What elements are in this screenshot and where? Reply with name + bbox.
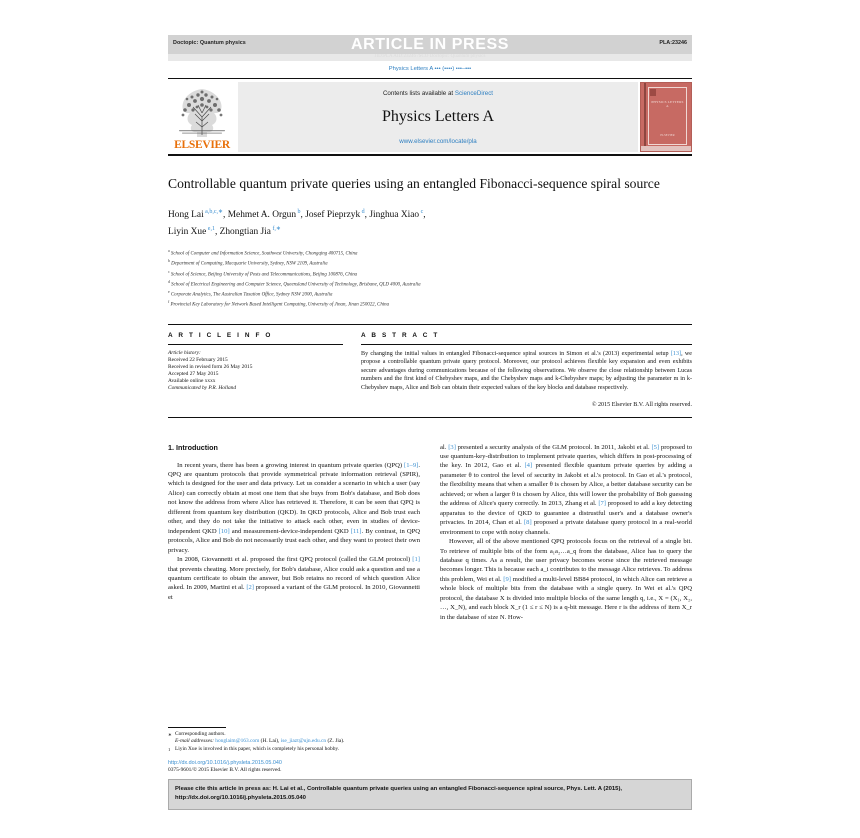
- paragraph: [168, 461, 420, 556]
- affiliation-item: [168, 269, 692, 279]
- affiliation-text: School of Electrical Engineering and Computer Science, Queensland University of Technology, Brisbane, QLD 4000, Australia: [171, 282, 421, 288]
- cite-this-article-box: [168, 779, 692, 810]
- email-link-2[interactable]: ise_jiazt@ujn.edu.cn: [280, 738, 327, 745]
- title-block: [168, 156, 692, 310]
- history-available-online: Available online xxxx: [168, 378, 216, 385]
- paragraph-text: al.: [440, 443, 449, 451]
- citation-ref[interactable]: [7]: [598, 500, 607, 508]
- article-code: PLA:23246: [659, 40, 687, 46]
- affiliation-text: School of Computer and Information Science, Southwest University, Chongqing 400715, China: [170, 251, 358, 257]
- cite-line-1: Please cite this article in press as: H. Lai et al., Controllable quantum private queries using an entangled Fibonacci-sequence spiral source, Phys. Lett. A (2015),: [175, 786, 623, 792]
- citation-ref[interactable]: [11]: [350, 527, 362, 535]
- affiliation-text: School of Science, Beijing University of Posts and Telecommunications, Beijing 100876, China: [170, 272, 358, 278]
- author-affil-marks: b: [296, 209, 301, 215]
- footnote-corresponding-text: Corresponding authors.: [175, 730, 226, 737]
- paragraph-text: In recent years, there has been a growing interest in quantum private queries (QPQ): [177, 461, 405, 469]
- citation-ref[interactable]: [3]: [448, 443, 456, 451]
- affiliation-item: [168, 258, 692, 268]
- paragraph: [440, 537, 692, 622]
- history-accepted: Accepted 27 May 2015: [168, 370, 219, 377]
- paragraph-text: . By contrast, in QPQ protocols, Alice and Bob do not necessarily trust each other, and they want to protect their own privacy.: [168, 527, 421, 554]
- citation-ref[interactable]: [10]: [218, 527, 230, 535]
- doctopic-label: Doctopic: Quantum physics: [173, 40, 246, 46]
- affiliation-text: Provincial Key Laboratory for Network Based Intelligent Computing, University of Jinan, Jinan 250022, China: [170, 302, 390, 308]
- affiliation-mark: e: [168, 290, 170, 295]
- page-title: Controllable quantum private queries using an entangled Fibonacci-sequence spiral source: [168, 176, 660, 191]
- section-heading-introduction: 1. Introduction: [168, 442, 218, 452]
- journal-band: [238, 82, 638, 152]
- cover-publisher-text: ELSEVIER: [660, 133, 675, 137]
- paragraph-text: presented a security analysis of the GLM protocol. In 2011, Jakobi et al.: [455, 443, 652, 451]
- paragraph-text: . QPQ are quantum protocols that provide symmetrical private information retrieval (SPIR), which is designed for the user and data privacy. Let us consider a scenario in which a user (say Alice) can correctly obtain at most one item that she buys from Bob's database, and Bob does not know the address from where Alice has retrieved it. Therefore, it can be seen that QPQ is different from quantum key distribution (QKD). In QKD protocols, Alice and Bob trust each other, and they do not take the initiative to attack each other, even in studies of device-independent QKD: [168, 461, 420, 535]
- footnote-note-1-text: Liyin Xue is involved in this paper, which is completely his personal hobby.: [175, 745, 340, 752]
- article-history-label: Article history:: [168, 349, 201, 356]
- copyright-line: © 2015 Elsevier B.V. All rights reserved.: [591, 401, 692, 408]
- author-list: [168, 205, 692, 239]
- citation-ref[interactable]: [5]: [651, 443, 660, 451]
- email-label: E-mail addresses:: [175, 738, 214, 745]
- affiliation-item: [168, 248, 692, 258]
- affiliation-mark: d: [168, 279, 170, 284]
- cover-spine: [644, 83, 646, 151]
- cover-badge-icon: [650, 89, 656, 96]
- issn-copyright-line: 0375-9601/© 2015 Elsevier B.V. All rights reserved.: [168, 766, 282, 773]
- citation-ref[interactable]: [4]: [524, 462, 533, 470]
- abstract-text: [361, 350, 692, 393]
- citation-ref[interactable]: [9]: [503, 575, 511, 583]
- author-affil-marks: c: [419, 209, 424, 215]
- affiliation-item: [168, 289, 692, 299]
- email-owner-1: (H. Lai),: [260, 738, 280, 745]
- cover-footer-band: [641, 146, 691, 151]
- affiliation-mark: c: [168, 269, 170, 274]
- paragraph-text: presented flexible quantum private queries by adding a parameter θ to control the level of security in Jakobi et al.'s protocol. In Gao et al.'s protocol, the flexibility means that when a smaller θ is chosen by Alice, a better database security can be achieved; or when a larger θ is chosen by Alice, this will lower the probability of Bob guessing the address of Alice's query correctly. In 2013, Zhang et al.: [440, 462, 692, 508]
- ghost-metadata-line: JID:PLA AID:23246 /SCO Doctopic: Quantum physics: [168, 54, 692, 61]
- right-column: [440, 443, 692, 773]
- asterisk-icon: ∗: [168, 731, 172, 737]
- footnote-note-1: [168, 746, 420, 754]
- footnote-block: [168, 727, 420, 773]
- journal-url-link[interactable]: www.elsevier.com/locate/pla: [399, 137, 477, 145]
- divider: [168, 344, 343, 345]
- citation-ref[interactable]: [8]: [523, 519, 532, 527]
- affiliation-text: Corporate Analytics, The Australian Taxation Office, Sydney NSW 2000, Australia: [170, 292, 333, 298]
- abstract-column: [361, 332, 692, 408]
- history-received: Received 22 February 2015: [168, 356, 228, 363]
- email-link-1[interactable]: honglaim@163.com: [215, 738, 260, 745]
- paragraph-text: modified a multi-level BB84 protocol, in which Alice can retrieve a whole block of multiple bits from the database with a single query. In Wei et al.'s QPQ protocol, the database X is divided into multiple blocks of the same length q, i.e., X = (X₁, X₂, …, X_N), and each block X_r (1 ≤ r ≤ N) is a q-bit message. Here r is the address of item X_r in the database of size N. How-: [440, 575, 692, 621]
- paragraph-text: In 2008, Giovannetti et al. proposed the first QPQ protocol (called the GLM protocol): [177, 556, 413, 564]
- abstract-citation-ref[interactable]: [13]: [670, 350, 682, 357]
- author-line-1: Hong Lai $^{a,b,c,∗}$, Mehmet A. Orgun $^b$, Josef Pieprzyk $^d$, Jinghua Xiao $^c$,: [168, 209, 426, 221]
- body-columns: [168, 443, 692, 773]
- journal-masthead: [168, 78, 692, 156]
- affiliation-mark: b: [168, 259, 170, 264]
- author-affil-marks: f,∗: [270, 226, 281, 233]
- paragraph-text: proposed a variant of the GLM protocol. In 2010, Giovannetti et: [168, 584, 420, 601]
- affiliation-mark: f: [168, 300, 170, 305]
- paragraph-text: proposed to add a key detecting apparatus to the device of QKD to guarantee a distrustful user's and a database owner's privacies. In 2014, Chan et al.: [440, 500, 692, 527]
- paragraph-text: and measurement-device-independent QKD: [229, 527, 351, 535]
- journal-cover-thumbnail[interactable]: [640, 82, 692, 152]
- running-head: [168, 35, 692, 54]
- paragraph-text: However, all of the above mentioned QPQ protocols focus on the retrieval of a single bit. To retrieve of multiple bits of the form a₁a₂…a_q from the database, Alice has to query the database q times. As a result, the user privacy becomes worse since the retrieved message becomes longer. This is because each a_i contributes to the message Alice retrieves. To address this problem, Wei et al.: [440, 538, 692, 583]
- affiliation-list: [168, 248, 692, 309]
- paragraph-text: proposed to use quantum-key-distribution to implement private queries, which differs in post-processing of the key. In 2012, Gao et al.: [440, 443, 693, 470]
- article-in-press-banner: ARTICLE IN PRESS: [350, 36, 510, 53]
- affiliation-mark: a: [168, 249, 170, 254]
- author-affil-marks: e,1: [206, 226, 215, 233]
- author-affil-marks: a,b,c,∗: [203, 209, 224, 215]
- affiliation-text: Department of Computing, Macquarie University, Sydney, NSW 2109, Australia: [171, 262, 328, 268]
- paragraph: [168, 555, 420, 602]
- author-line-2: Liyin Xue $^{e,1}$, Zhongtian Jia $^{f,∗}$: [168, 226, 281, 238]
- author-affil-marks: d: [360, 209, 365, 215]
- journal-reference-line[interactable]: Physics Letters A ••• (••••) •••–•••: [388, 66, 472, 72]
- paragraph-text: proposed a private database query protocol in a real-world environment to cope with noisy channels.: [440, 519, 692, 536]
- doi-link[interactable]: http://dx.doi.org/10.1016/j.physleta.2015.05.040: [168, 759, 282, 766]
- elsevier-logo: [168, 82, 236, 152]
- communicated-by: Communicated by P.R. Holland: [168, 385, 237, 392]
- sciencedirect-link[interactable]: ScienceDirect: [454, 89, 494, 97]
- article-info-column: [168, 332, 343, 408]
- cite-line-2[interactable]: http://dx.doi.org/10.1016/j.physleta.2015.05.040: [175, 795, 306, 801]
- history-revised: Received in revised form 26 May 2015: [168, 363, 253, 370]
- article-info-heading: A R T I C L E I N F O: [168, 331, 273, 339]
- footnote-corresponding: [168, 731, 420, 746]
- footnote-divider: [168, 727, 226, 728]
- contents-available-line: [383, 88, 493, 97]
- footnote-mark: 1: [168, 746, 171, 752]
- affiliation-item: [168, 279, 692, 289]
- paragraph: [440, 443, 692, 538]
- elsevier-tree-icon: [171, 87, 233, 140]
- info-abstract-block: [168, 324, 692, 418]
- footnote-emails: [175, 738, 420, 746]
- paragraph-text: that prevents cheating. More precisely, for Bob's database, Alice could ask a question and use a quantum certificate to obtain the answer, but Bob retains no record of which question Alice asked. In 2009, Martini et al.: [168, 565, 420, 592]
- abstract-part-1: By changing the initial values in entangled Fibonacci-sequence spiral sources in Simon et al.'s (2013) experimental setup: [361, 350, 671, 357]
- journal-title: Physics Letters A: [382, 107, 494, 125]
- abstract-heading: A B S T R A C T: [361, 331, 440, 339]
- email-owner-2: (Z. Jia).: [327, 738, 345, 745]
- elsevier-wordmark: ELSEVIER: [174, 139, 230, 151]
- citation-ref[interactable]: [2]: [246, 584, 255, 592]
- affiliation-item: [168, 299, 692, 309]
- abstract-part-2: , we propose a controllable quantum private query protocol. Moreover, our protocol achieves flexible key expansion and even exhibits secure advantages during communications because of the following observations. We observe the close relationship between Lucas numbers and the first kind of Chebyshev maps, and the Chebyshev maps and k-Chebyshev maps; by adjusting the parameter m in k-Chebyshev maps, Alice and Bob can obtain their expected values of the key blocks and database respectively.: [361, 350, 692, 391]
- left-column: [168, 443, 420, 773]
- contents-prefix: Contents lists available at: [382, 89, 455, 97]
- article-page: [168, 35, 692, 773]
- cover-title-text: PHYSICS LETTERS A: [651, 100, 684, 108]
- citation-ref[interactable]: [1]: [412, 556, 420, 564]
- divider: [361, 344, 692, 345]
- citation-ref[interactable]: [1–9]: [404, 461, 419, 469]
